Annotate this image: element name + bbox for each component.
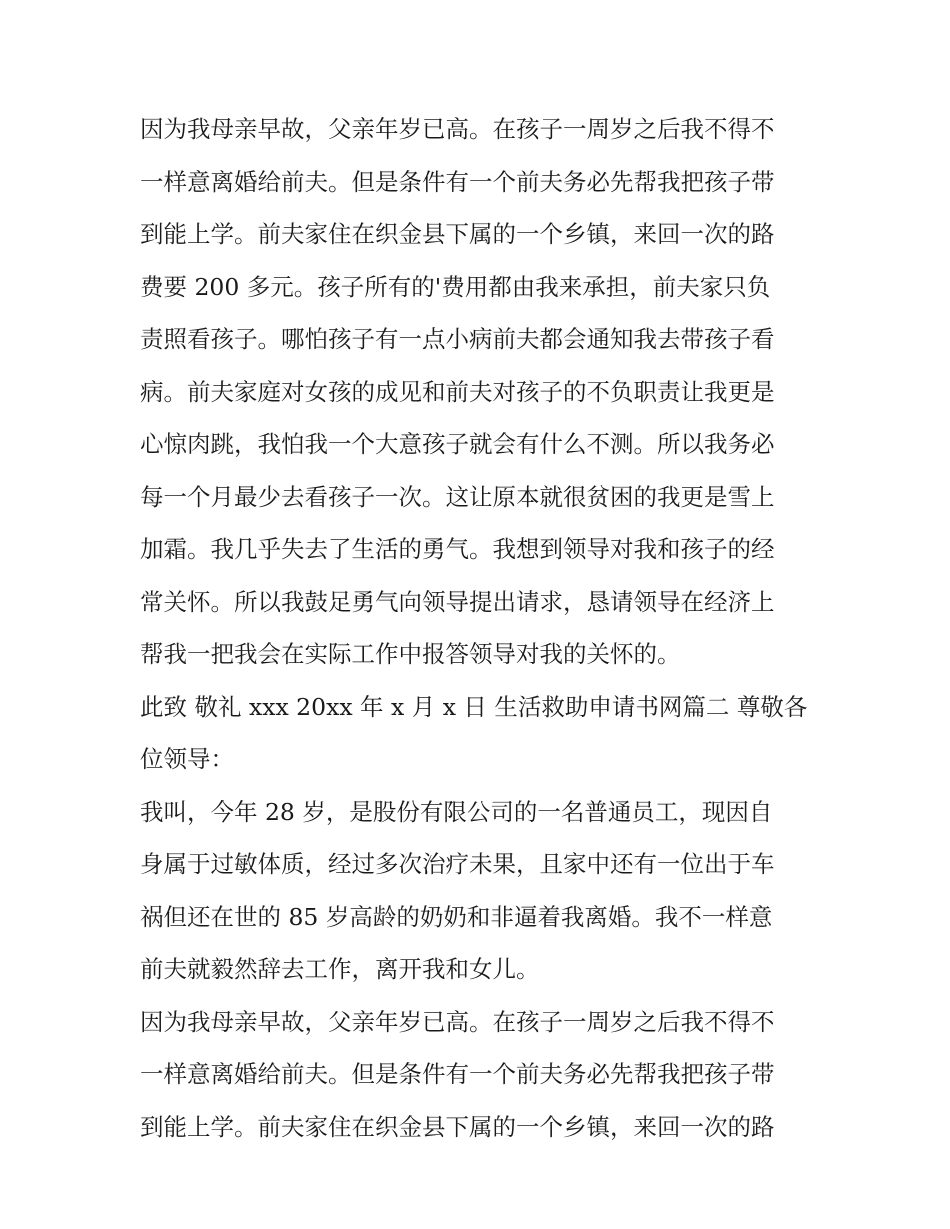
text-line: 责照看孩子。哪怕孩子有一点小病前夫都会通知我去带孩子看	[140, 325, 775, 353]
paragraph-4	[140, 996, 830, 1154]
paragraph-1	[140, 103, 830, 681]
text-line: 到能上学。前夫家住在织金县下属的一个乡镇，来回一次的路	[140, 220, 775, 248]
text-line: 前夫就毅然辞去工作，离开我和女儿。	[140, 955, 540, 983]
paragraph-3	[140, 786, 830, 996]
text-line: 病。前夫家庭对女孩的成见和前夫对孩子的不负职责让我更是	[140, 377, 775, 406]
text-line: 一样意离婚给前夫。但是条件有一个前夫务必先帮我把孩子带	[140, 167, 775, 196]
text-line: 一样意离婚给前夫。但是条件有一个前夫务必先帮我把孩子带	[140, 1060, 775, 1088]
text-line: 祸但还在世的 85 岁高龄的奶奶和非逼着我离婚。我不一样意	[140, 902, 773, 931]
document-body	[140, 103, 830, 1153]
text-line: 每一个月最少去看孩子一次。这让原本就很贫困的我更是雪上	[140, 482, 775, 511]
text-line: 加霜。我几乎失去了生活的勇气。我想到领导对我和孩子的经	[140, 535, 775, 563]
text-line: 我叫，今年 28 岁，是股份有限公司的一名普通员工，现因自	[140, 797, 773, 826]
text-line: 帮我一把我会在实际工作中报答领导对我的关怀的。	[140, 640, 681, 668]
text-line: 心惊肉跳，我怕我一个大意孩子就会有什么不测。所以我务必	[140, 430, 775, 458]
text-line: 费要 200 多元。孩子所有的'费用都由我来承担，前夫家只负	[140, 272, 771, 301]
text-line: 到能上学。前夫家住在织金县下属的一个乡镇，来回一次的路	[140, 1112, 775, 1141]
text-line: 位领导：	[140, 745, 234, 773]
text-line: 常关怀。所以我鼓足勇气向领导提出请求，恳请领导在经济上	[140, 587, 775, 616]
text-line: 因为我母亲早故，父亲年岁已高。在孩子一周岁之后我不得不	[140, 1007, 775, 1036]
text-line: 身属于过敏体质，经过多次治疗未果，且家中还有一位出于车	[140, 850, 775, 878]
paragraph-2	[140, 681, 830, 786]
text-line: 此致 敬礼 xxx 20xx 年 x 月 x 日 生活救助申请书网篇二 尊敬各	[140, 692, 808, 721]
text-line: 因为我母亲早故，父亲年岁已高。在孩子一周岁之后我不得不	[140, 115, 775, 143]
